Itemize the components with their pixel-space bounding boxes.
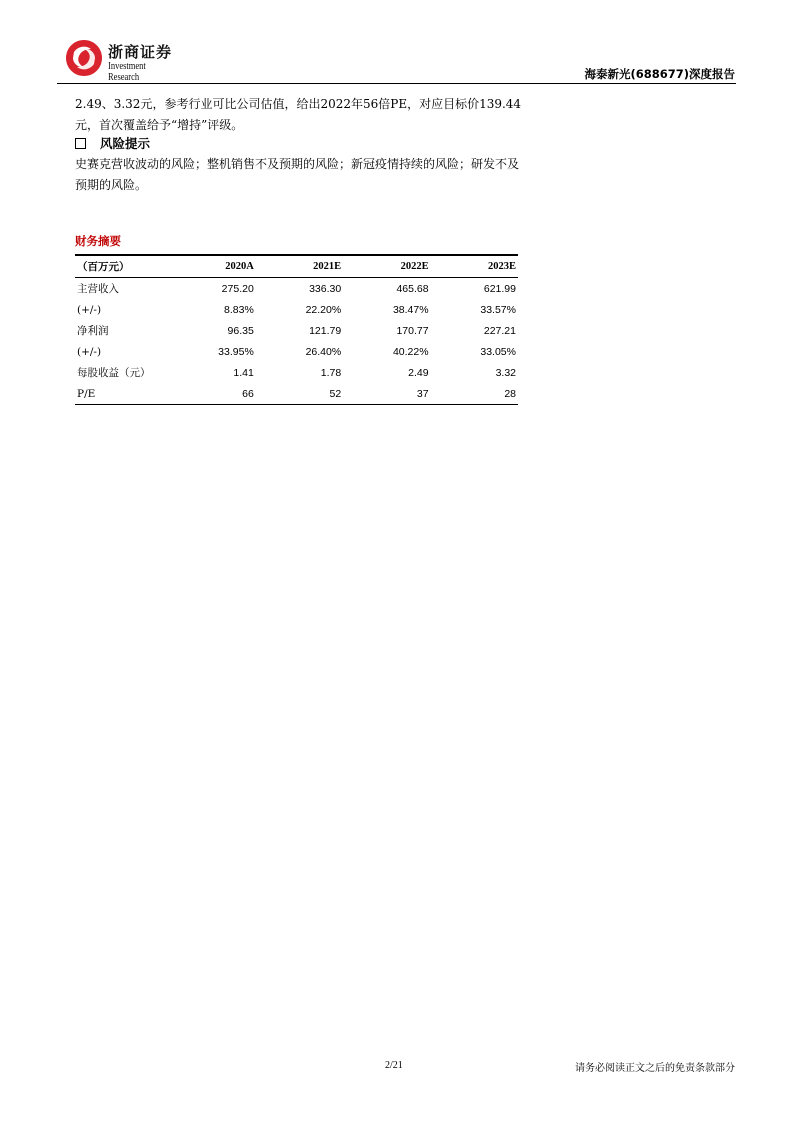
table-cell: 121.79 (309, 324, 342, 337)
logo-chinese-text: 浙商证券 (108, 43, 173, 61)
table-cell: 52 (329, 387, 342, 400)
table-row-profit-growth (75, 341, 518, 362)
table-cell: 465.68 (396, 282, 429, 295)
table-row-net-profit (75, 320, 518, 341)
table-cell: 33.95% (218, 345, 254, 358)
table-cell: 28 (504, 387, 516, 400)
checkbox-bullet-icon (75, 138, 86, 149)
row-label: 净利润 (77, 325, 109, 337)
row-label: 每股收益（元） (77, 367, 151, 379)
disclaimer-note: 请务必阅读正文之后的免责条款部分 (575, 1063, 735, 1074)
row-label: 主营收入 (77, 283, 119, 295)
financial-summary-title: 财务摘要 (75, 234, 121, 248)
zheshang-logo-icon (64, 38, 104, 78)
financial-summary-table (75, 254, 518, 405)
header-divider (57, 83, 736, 84)
table-cell: 8.83% (224, 303, 254, 316)
column-header-2022e: 2022E (400, 261, 429, 272)
company-logo (64, 38, 184, 83)
table-cell: 336.30 (309, 282, 342, 295)
column-header-2021e: 2021E (313, 261, 342, 272)
row-label: (+/-) (77, 345, 102, 358)
row-label: (+/-) (77, 303, 102, 316)
table-cell: 33.05% (480, 345, 516, 358)
table-header-row (75, 255, 518, 278)
risk-title: 风险提示 (100, 136, 151, 151)
column-header-unit: （百万元） (77, 261, 130, 273)
table-cell: 170.77 (396, 324, 429, 337)
table-row-pe (75, 383, 518, 405)
column-header-2023e: 2023E (487, 261, 516, 272)
row-label: P/E (77, 387, 96, 400)
report-header-title: 海泰新光(688677)深度报告 (584, 67, 735, 81)
table-cell: 37 (416, 387, 429, 400)
page-number: 2/21 (385, 1060, 403, 1071)
table-cell: 22.20% (305, 303, 342, 316)
table-cell: 275.20 (221, 282, 254, 295)
column-header-2020a: 2020A (225, 261, 254, 272)
table-row-revenue-growth (75, 299, 518, 320)
risk-paragraph: 史赛克营收波动的风险；整机销售不及预期的风险；新冠疫情持续的风险；研发不及预期的风险。 (75, 157, 520, 192)
table-cell: 38.47% (392, 303, 429, 316)
table-cell: 96.35 (227, 324, 254, 337)
table-cell: 227.21 (483, 324, 516, 337)
table-row-eps (75, 362, 518, 383)
table-cell: 26.40% (305, 345, 342, 358)
table-cell: 621.99 (483, 282, 516, 295)
table-cell: 2.49 (408, 366, 429, 379)
table-cell: 66 (242, 387, 254, 400)
table-cell: 1.41 (233, 366, 254, 379)
valuation-paragraph: 2.49、3.32元，参考行业可比公司估值，给出2022年56倍PE，对应目标价139.44元，首次覆盖给予“增持”评级。 (75, 97, 522, 132)
table-cell: 1.78 (320, 366, 342, 379)
table-cell: 3.32 (495, 366, 516, 379)
table-row-revenue (75, 278, 518, 300)
risk-heading (75, 134, 150, 152)
logo-english-text: Investment Research (108, 61, 146, 83)
table-cell: 33.57% (480, 303, 516, 316)
table-cell: 40.22% (392, 345, 429, 358)
